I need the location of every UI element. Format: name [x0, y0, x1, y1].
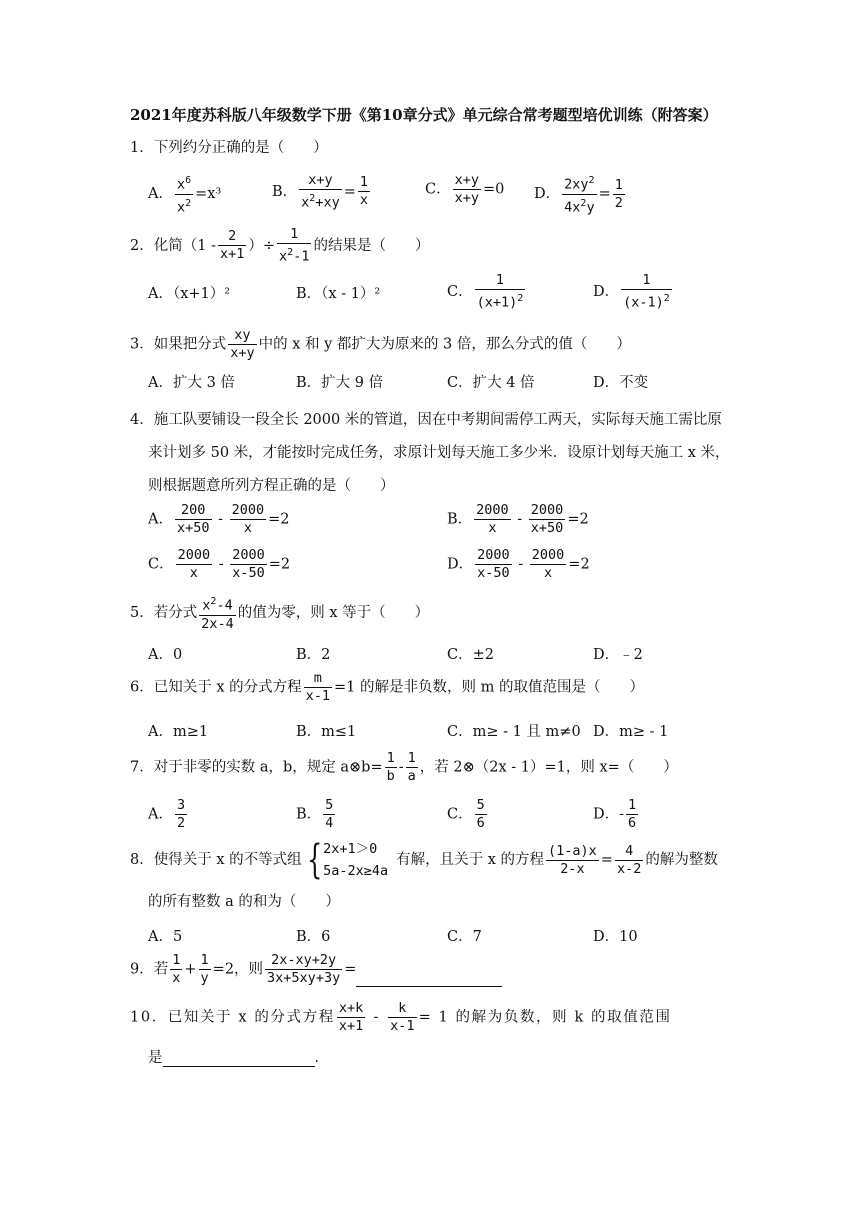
q5-option-c: C．±2: [447, 647, 494, 663]
q1-option-a: A． $\frac{x^6}{x^2}$ =x³: [148, 172, 221, 216]
q2-option-d: D． $\frac{1}{(x-1)^2}$: [593, 272, 670, 311]
q1-a-fraction: $\frac{x^6}{x^2}$: [175, 172, 193, 216]
q7-stem: 7．对于非零的实数 a，b，规定 a⊗b= $\frac{1}{b}$ - $\frac{1}{a}$ ，若 2⊗（2x - 1）=1，则 x=（ ）: [130, 750, 678, 784]
q7-option-d: D．- $\frac{1}{6}$: [593, 797, 637, 831]
q8-option-d: D．10: [593, 929, 638, 945]
left-brace-icon: {: [306, 837, 322, 883]
q1-option-b: B． $\frac{x+y}{x^2+xy}$ = $\frac{1}{x}$: [272, 172, 369, 211]
q6-option-d: D．m≥ - 1: [593, 724, 669, 740]
inequality-system: 2x+1＞0 5a-2x≥4a: [323, 841, 389, 879]
q6-option-c: C．m≥ - 1 且 m≠0: [447, 724, 581, 740]
q10-stem: 10．已知关于 x 的分式方程 $\frac{x+k}{x+1}$ - $\frac{k}{x-1}$ = 1 的解为负数，则 k 的取值范围: [130, 1000, 672, 1034]
q3-option-b: B．扩大 9 倍: [296, 375, 384, 391]
q7-option-c: C． $\frac{5}{6}$: [447, 797, 485, 831]
q2-option-c: C． $\frac{1}{(x+1)^2}$: [447, 272, 524, 311]
q7-option-b: B． $\frac{5}{4}$: [296, 797, 334, 831]
q8-option-b: B．6: [296, 929, 331, 945]
q9-answer-blank[interactable]: [356, 972, 502, 987]
q2-option-a: A．（x+1）²: [148, 286, 231, 302]
q2-stem: 2．化简（1 - $\frac{2}{x+1}$ ）÷ $\frac{1}{x^2-1}$ 的结果是（ ）: [130, 226, 430, 265]
q6-stem: 6．已知关于 x 的分式方程 $\frac{m}{x-1}$ =1 的解是非负数，则 m 的取值范围是（ ）: [130, 670, 644, 704]
q3-option-c: C．扩大 4 倍: [447, 375, 535, 391]
q4-option-b: B． $\frac{2000}{x}$ - $\frac{2000}{x+50}$ =2: [447, 502, 589, 536]
q3-stem: 3．如果把分式 $\frac{xy}{x+y}$ 中的 x 和 y 都扩大为原来的 3 倍，那么分式的值（ ）: [130, 327, 631, 361]
q10-answer-blank[interactable]: [163, 1052, 315, 1067]
q6-option-b: B．m≤1: [296, 724, 357, 740]
q1-option-d: D． $\frac{2xy^2}{4x^2y}$ = $\frac{1}{2}$: [534, 172, 627, 216]
q8-option-a: A．5: [148, 929, 183, 945]
q4-stem-line3: 则根据题意所列方程正确的是（ ）: [148, 478, 395, 494]
page-title: 2021年度苏科版八年级数学下册《第10章分式》单元综合常考题型培优训练（附答案）: [130, 106, 718, 124]
q3-option-a: A．扩大 3 倍: [148, 375, 235, 391]
q5-option-a: A．0: [148, 647, 183, 663]
q8-option-c: C．7: [447, 929, 482, 945]
q7-option-a: A． $\frac{3}{2}$: [148, 797, 186, 831]
q8-stem: 8．使得关于 x 的不等式组 { 2x+1＞0 5a-2x≥4a 有解，且关于 x 的方程 $\frac{(1-a)x}{2-x}$ = $\frac{4}{x-2}$ 的解为整数: [130, 837, 718, 883]
q5-stem: 5．若分式 $\frac{x^2-4}{2x-4}$ 的值为零，则 x 等于（ ）: [130, 593, 429, 633]
q5-option-d: D．﹣2: [593, 647, 643, 663]
q5-option-b: B．2: [296, 647, 331, 663]
q4-stem-line2: 来计划多 50 米，才能按时完成任务，求原计划每天施工多少米．设原计划每天施工 x 米，: [148, 445, 730, 461]
q4-option-a: A． $\frac{200}{x+50}$ - $\frac{2000}{x}$ =2: [148, 502, 290, 536]
q6-option-a: A．m≥1: [148, 724, 209, 740]
q2-option-b: B．（x - 1）²: [296, 286, 381, 302]
q9-stem: 9．若 $\frac{1}{x}$ + $\frac{1}{y}$ =2，则 $\frac{2x-xy+2y}{3x+5xy+3y}$ =: [130, 952, 502, 987]
q10-stem-line2: 是 ．: [148, 1050, 329, 1066]
q1-option-c: C． $\frac{x+y}{x+y}$ =0: [425, 172, 505, 206]
q1-stem: 1．下列约分正确的是（ ）: [130, 140, 328, 156]
q8-stem-line2: 的所有整数 a 的和为（ ）: [148, 894, 340, 910]
q4-option-d: D． $\frac{2000}{x-50}$ - $\frac{2000}{x}$ =2: [447, 547, 590, 581]
q3-option-d: D．不变: [593, 375, 649, 391]
q4-stem-line1: 4．施工队要铺设一段全长 2000 米的管道，因在中考期间需停工两天，实际每天施工需比原: [130, 412, 722, 428]
q4-option-c: C． $\frac{2000}{x}$ - $\frac{2000}{x-50}$ =2: [148, 547, 291, 581]
